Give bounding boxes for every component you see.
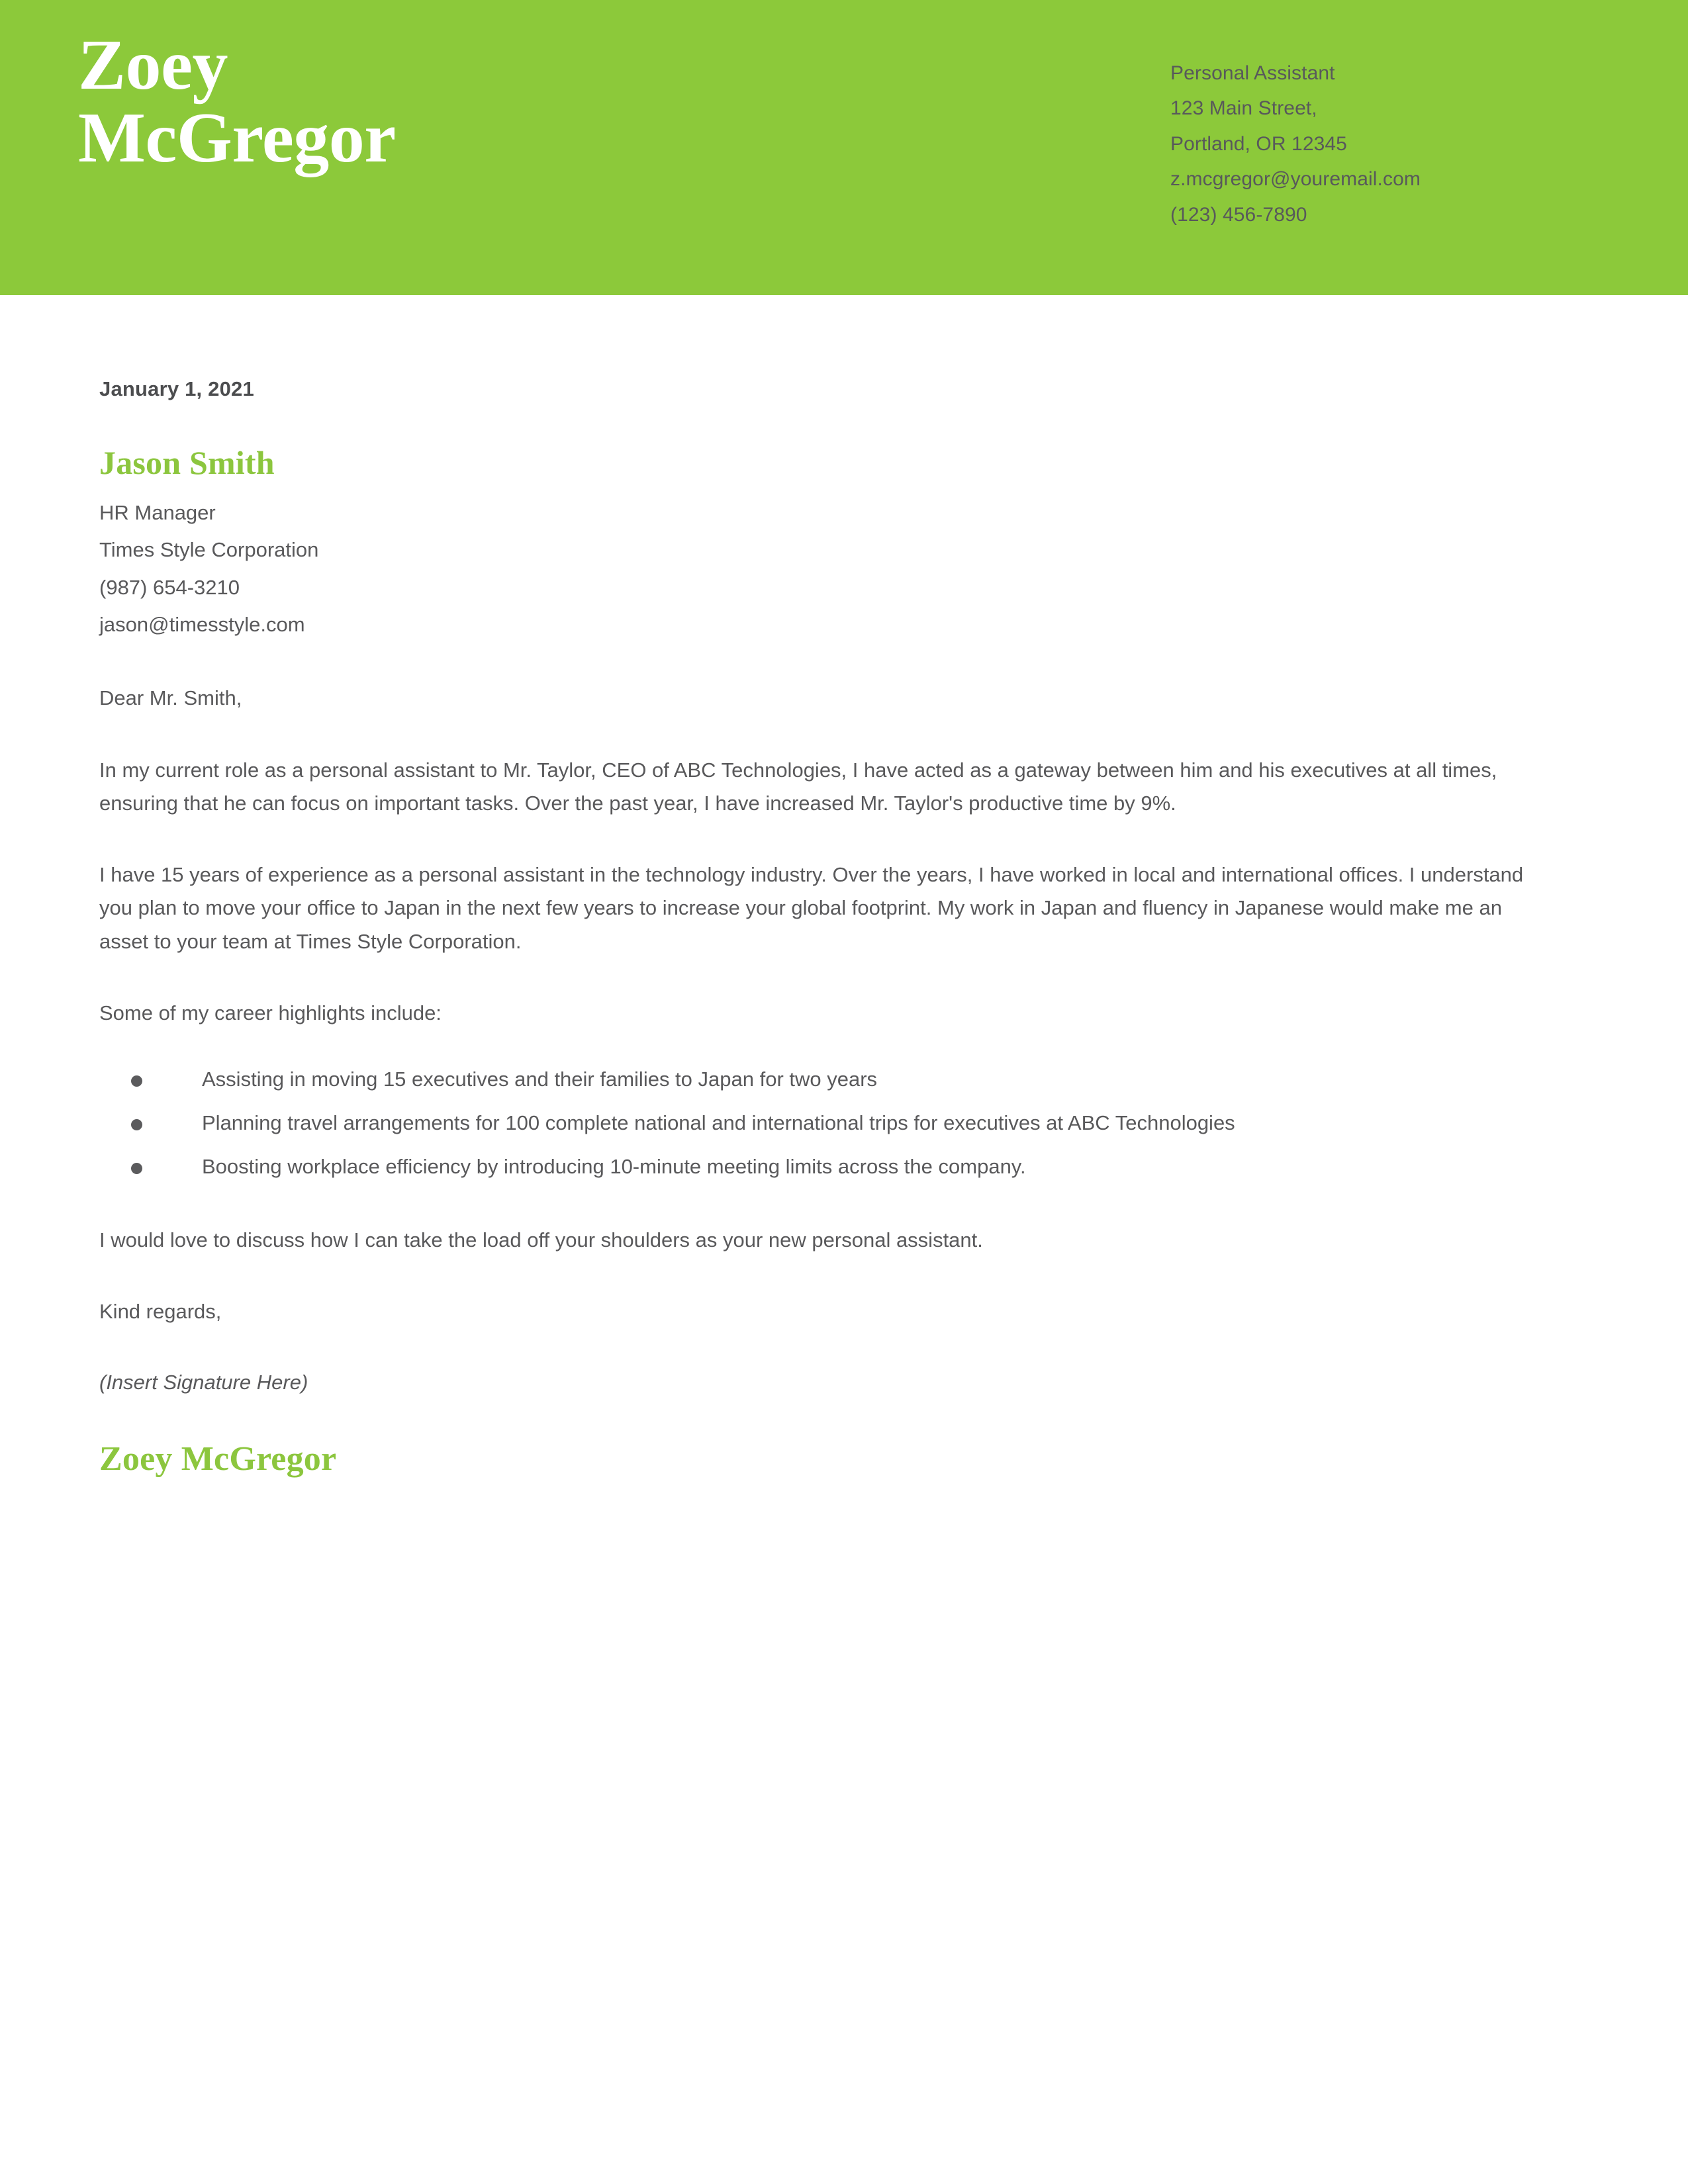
applicant-email[interactable]: z.mcgregor@youremail.com (1170, 168, 1421, 191)
applicant-first-name: Zoey (78, 26, 228, 105)
applicant-street-address: 123 Main Street, (1170, 97, 1317, 120)
list-item-label: Planning travel arrangements for 100 complete national and international trips for executives at ABC Technologies (202, 1111, 1235, 1135)
list-item-label: Boosting workplace efficiency by introducing 10-minute meeting limits across the company. (202, 1155, 1026, 1179)
applicant-contact-block (1170, 56, 1634, 232)
list-item-label: Assisting in moving 15 executives and their families to Japan for two years (202, 1067, 878, 1091)
list-item (99, 1150, 1546, 1183)
list-item (99, 1063, 1546, 1096)
body-paragraph-1: In my current role as a personal assistant to Mr. Taylor, CEO of ABC Technologies, I have acted as a gateway between him and his executives at all times, ensuring that he can focus on important tasks. Over the past year, I have increased Mr. Taylor's productive time by 9%. (99, 758, 1497, 815)
letter-date: January 1, 2021 (99, 377, 254, 400)
bullet-icon (131, 1163, 142, 1174)
career-highlights-list (99, 1063, 1556, 1184)
recipient-name: Jason Smith (99, 444, 275, 481)
applicant-last-name: McGregor (78, 99, 396, 178)
recipient-title: HR Manager (99, 501, 216, 524)
signature-placeholder: (Insert Signature Here) (99, 1371, 308, 1394)
letter-body (99, 377, 1556, 1478)
bullet-icon (131, 1119, 142, 1130)
highlights-intro: Some of my career highlights include: (99, 1001, 442, 1024)
applicant-name (78, 26, 1005, 178)
salutation: Dear Mr. Smith, (99, 686, 242, 709)
recipient-phone[interactable]: (987) 654-3210 (99, 575, 240, 599)
applicant-phone[interactable]: (123) 456-7890 (1170, 203, 1307, 226)
recipient-details (99, 494, 1556, 644)
list-item (99, 1107, 1546, 1140)
recipient-email[interactable]: jason@timesstyle.com (99, 613, 305, 637)
body-paragraph-2: I have 15 years of experience as a personal assistant in the technology industry. Over the years, I have worked in local and international offices. I understand you plan to move your office to Japan in the next few years to increase your global footprint. My work in Japan and fluency in Japanese would make me an asset to your team at Times Style Corporation. (99, 863, 1524, 953)
bullet-icon (131, 1075, 142, 1087)
recipient-company: Times Style Corporation (99, 538, 319, 562)
applicant-city-state-zip: Portland, OR 12345 (1170, 132, 1347, 155)
applicant-job-title: Personal Assistant (1170, 62, 1335, 84)
body-paragraph-3: I would love to discuss how I can take the load off your shoulders as your new personal assistant. (99, 1228, 983, 1251)
header-banner (0, 0, 1688, 295)
signature-name: Zoey McGregor (99, 1440, 337, 1479)
closing-line: Kind regards, (99, 1299, 222, 1323)
